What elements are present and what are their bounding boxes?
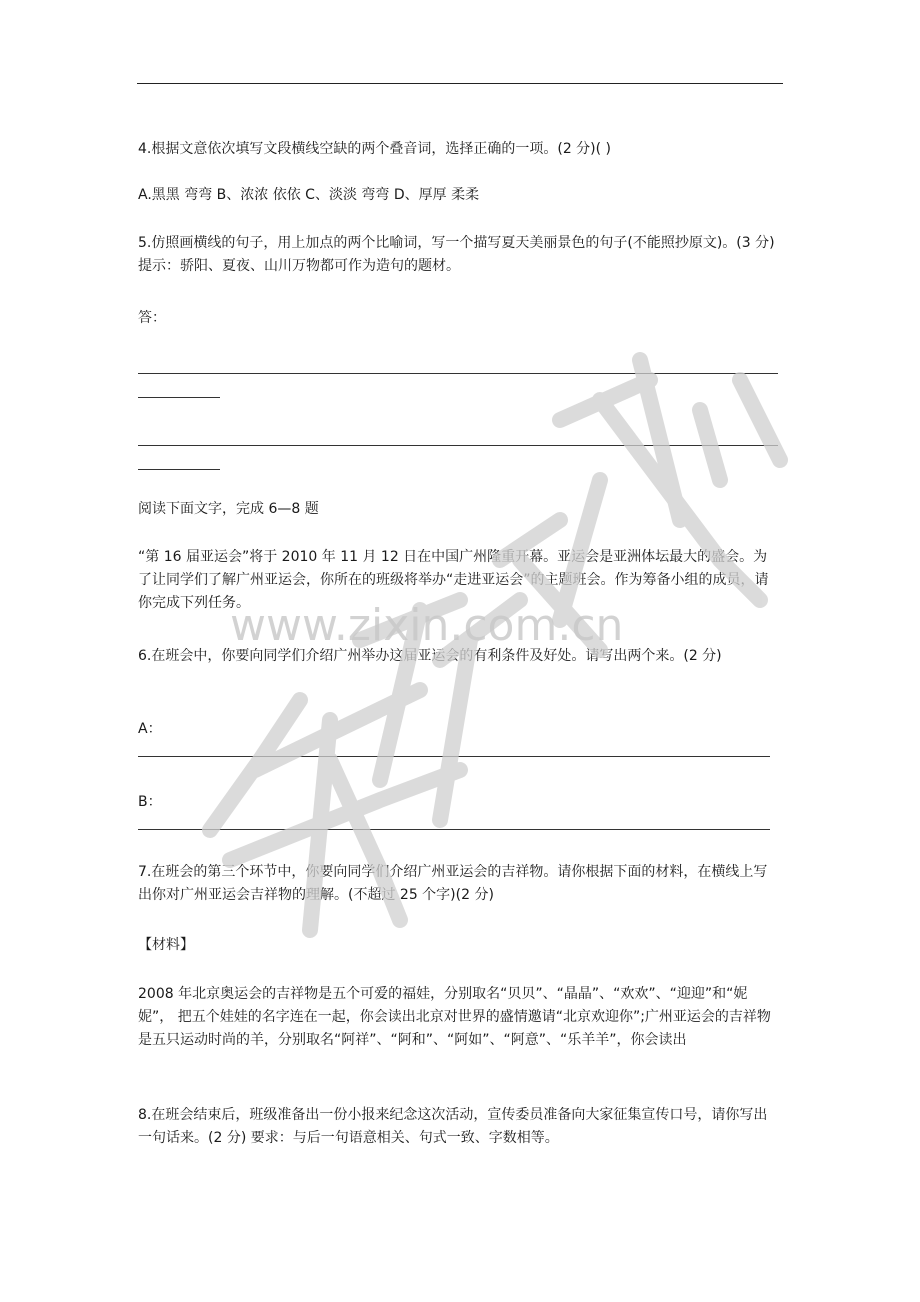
- answer-label: 答：: [138, 310, 166, 326]
- material-label: 【材料】: [138, 937, 194, 953]
- answer-b-label: B：: [138, 794, 162, 810]
- answer-line-1-cont: [138, 397, 220, 398]
- question-7: 7.在班会的第三个环节中，你要向同学们介绍广州亚运会的吉祥物。请你根据下面的材料，在横线上写出你对广州亚运会吉祥物的理解。(不超过 25 个字)(2 分): [138, 864, 768, 903]
- watermark-text: www.zixin.com.cn: [230, 600, 624, 651]
- answer-b-line: [138, 829, 770, 830]
- reading-intro: 阅读下面文字，完成 6—8 题: [138, 501, 319, 517]
- question-4-options: A.黑黑 弯弯 B、浓浓 依依 C、淡淡 弯弯 D、厚厚 柔柔: [138, 187, 480, 203]
- answer-a-label: A：: [138, 721, 162, 737]
- answer-line-1: [138, 373, 778, 374]
- answer-a-line: [138, 756, 770, 757]
- question-6: 6.在班会中，你要向同学们介绍广州举办这届亚运会的有利条件及好处。请写出两个来。(2 分): [138, 648, 722, 664]
- answer-line-2: [138, 445, 778, 446]
- context-paragraph: “第 16 届亚运会”将于 2010 年 11 月 12 日在中国广州隆重开幕。亚运会是亚洲体坛最大的盛会。为了让同学们了解广州亚运会，你所在的班级将举办“走进亚运会”的主题班会。作为筹备小组的成员，请你完成下列任务。: [138, 549, 769, 611]
- question-4: 4.根据文意依次填写文段横线空缺的两个叠音词，选择正确的一项。(2 分)( ): [138, 141, 612, 157]
- question-8: 8.在班会结束后，班级准备出一份小报来纪念这次活动，宣传委员准备向大家征集宣传口号，请你写出一句话来。(2 分) 要求：与后一句语意相关、句式一致、字数相等。: [138, 1107, 768, 1146]
- answer-line-2-cont: [138, 469, 220, 470]
- material-paragraph: 2008 年北京奥运会的吉祥物是五个可爱的福娃，分别取名“贝贝”、“晶晶”、“欢欢”、“迎迎”和“妮妮”， 把五个娃娃的名字连在一起，你会读出北京对世界的盛情邀请“北京欢迎你”;广州亚运会的吉祥物是五只运动时尚的羊，分别取名“阿祥”、“阿和”、“阿如”、“阿意”、“乐羊羊”，你会读出: [138, 986, 771, 1048]
- header-rule: [137, 83, 783, 84]
- question-5: 5.仿照画横线的句子，用上加点的两个比喻词，写一个描写夏天美丽景色的句子(不能照抄原文)。(3 分) 提示：骄阳、夏夜、山川万物都可作为造句的题材。: [138, 235, 775, 274]
